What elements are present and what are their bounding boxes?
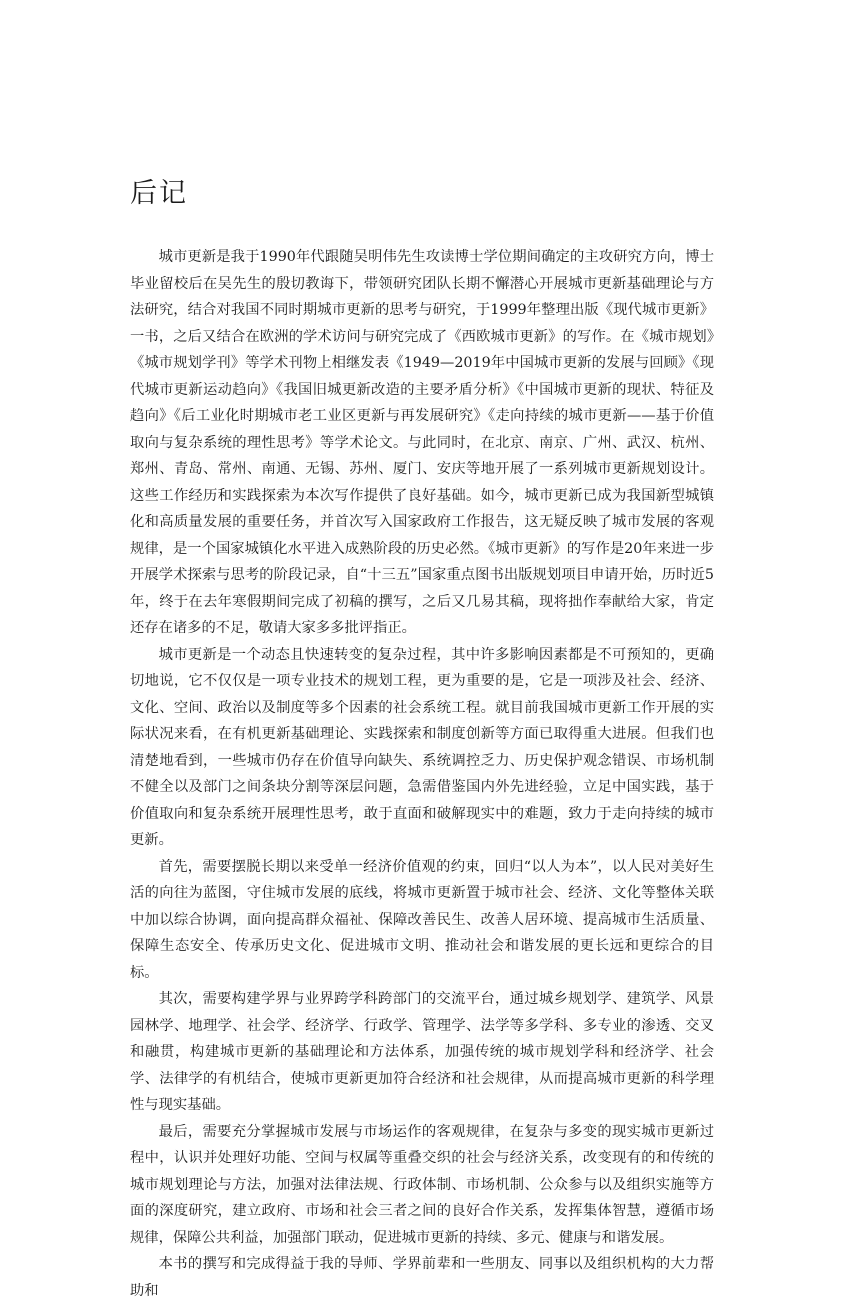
paragraph: 其次，需要构建学界与业界跨学科跨部门的交流平台，通过城乡规划学、建筑学、风景园林学、地理学、社会学、经济学、行政学、管理学、法学等多学科、多专业的渗透、交叉和融贯，构建城市更新的基础理论和方法体系，加强传统的城市规划学科和经济学、社会学、法律学的有机结合，使城市更新更加符合经济和社会规律，从而提高城市更新的科学理性与现实基础。 — [130, 991, 714, 1113]
page-title: 后记 — [130, 178, 188, 209]
paragraph: 本书的撰写和完成得益于我的导师、学界前辈和一些朋友、同事以及组织机构的大力帮助和 — [130, 1256, 714, 1299]
body-text — [130, 244, 714, 1304]
paragraph: 城市更新是我于1990年代跟随吴明伟先生攻读博士学位期间确定的主攻研究方向，博士毕业留校后在吴先生的殷切教诲下，带领研究团队长期不懈潜心开展城市更新基础理论与方法研究，结合对我国不同时期城市更新的思考与研究，于1999年整理出版《现代城市更新》一书，之后又结合在欧洲的学术访问与研究完成了《西欧城市更新》的写作。在《城市规划》《城市规划学刊》等学术刊物上相继发表《1949—2019年中国城市更新的发展与回顾》《现代城市更新运动趋向》《我国旧城更新改造的主要矛盾分析》《中国城市更新的现状、特征及趋向》《后工业化时期城市老工业区更新与再发展研究》《走向持续的城市更新——基于价值取向与复杂系统的理性思考》等学术论文。与此同时，在北京、南京、广州、武汉、杭州、郑州、青岛、常州、南通、无锡、苏州、厦门、安庆等地开展了一系列城市更新规划设计。这些工作经历和实践探索为本次写作提供了良好基础。如今，城市更新已成为我国新型城镇化和高质量发展的重要任务，并首次写入国家政府工作报告，这无疑反映了城市发展的客观规律，是一个国家城镇化水平进入成熟阶段的历史必然。《城市更新》的写作是20年来进一步开展学术探索与思考的阶段记录，自“十三五”国家重点图书出版规划项目申请开始，历时近5年，终于在去年寒假期间完成了初稿的撰写，之后又几易其稿，现将拙作奉献给大家，肯定还存在诸多的不足，敬请大家多多批评指正。 — [130, 249, 714, 636]
paragraph: 最后，需要充分掌握城市发展与市场运作的客观规律，在复杂与多变的现实城市更新过程中，认识并处理好功能、空间与权属等重叠交织的社会与经济关系，改变现有的和传统的城市规划理论与方法，加强对法律法规、行政体制、市场机制、公众参与以及组织实施等方面的深度研究，建立政府、市场和社会三者之间的良好合作关系，发挥集体智慧，遵循市场规律，保障公共利益，加强部门联动，促进城市更新的持续、多元、健康与和谐发展。 — [130, 1123, 714, 1246]
paragraph: 首先，需要摆脱长期以来受单一经济价值观的约束，回归“以人为本”，以人民对美好生活的向往为蓝图，守住城市发展的底线，将城市更新置于城市社会、经济、文化等整体关联中加以综合协调，面向提高群众福祉、保障改善民生、改善人居环境、提高城市生活质量、保障生态安全、传承历史文化、促进城市文明、推动社会和谐发展的更长远和更综合的目标。 — [130, 858, 714, 981]
paragraph: 城市更新是一个动态且快速转变的复杂过程，其中许多影响因素都是不可预知的，更确切地说，它不仅仅是一项专业技术的规划工程，更为重要的是，它是一项涉及社会、经济、文化、空间、政治以及制度等多个因素的社会系统工程。就目前我国城市更新工作开展的实际状况来看，在有机更新基础理论、实践探索和制度创新等方面已取得重大进展。但我们也清楚地看到，一些城市仍存在价值导向缺失、系统调控乏力、历史保护观念错误、市场机制不健全以及部门之间条块分割等深层问题，急需借鉴国内外先进经验，立足中国实践，基于价值取向和复杂系统开展理性思考，敢于直面和破解现实中的难题，致力于走向持续的城市更新。 — [130, 646, 714, 848]
